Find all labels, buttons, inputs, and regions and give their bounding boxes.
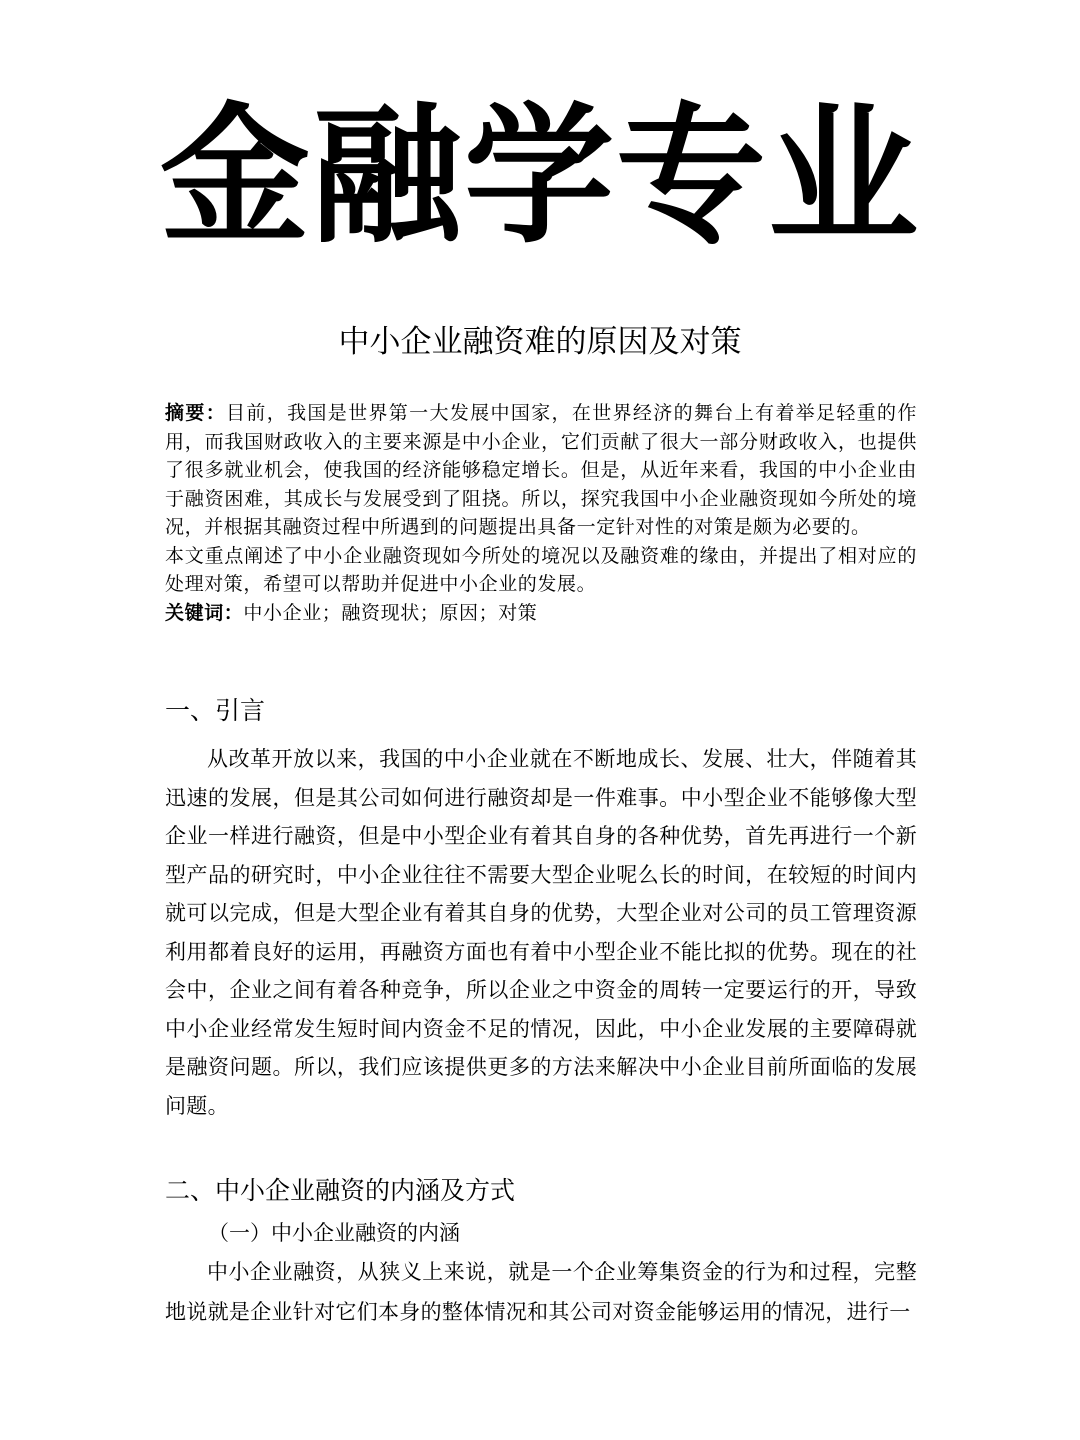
keywords-text: 中小企业；融资现状；原因；对策 <box>243 601 538 624</box>
abstract-block <box>165 399 917 627</box>
keywords-line <box>165 599 917 628</box>
subsection-heading-connotation: （一）中小企业融资的内涵 <box>208 1221 460 1245</box>
keywords-label: 关键词： <box>165 601 244 624</box>
section-heading-financing: 二、中小企业融资的内涵及方式 <box>165 1176 516 1205</box>
section-heading-intro: 一、引言 <box>165 696 266 725</box>
cover-title: 金融学专业 <box>159 90 920 264</box>
connotation-paragraph: 中小企业融资，从狭义上来说，就是一个企业筹集资金的行为和过程，完整地说就是企业针对它们本身的整体情况和其公司对资金能够运用的情况，进行一 <box>165 1260 917 1324</box>
intro-paragraph: 从改革开放以来，我国的中小企业就在不断地成长、发展、壮大，伴随着其迅速的发展，但是其公司如何进行融资却是一件难事。中小型企业不能够像大型企业一样进行融资，但是中小型企业有着其自身的各种优势，首先再进行一个新型产品的研究时，中小企业往往不需要大型企业呢么长的时间，在较短的时间内就可以完成，但是大型企业有着其自身的优势，大型企业对公司的员工管理资源利用都着良好的运用，再融资方面也有着中小型企业不能比拟的优势。现在的社会中，企业之间有着各种竞争，所以企业之中资金的周转一定要运行的开，导致中小企业经常发生短时间内资金不足的情况，因此，中小企业发展的主要障碍就是融资问题。所以，我们应该提供更多的方法来解决中小企业目前所面临的发展问题。 <box>165 747 917 1118</box>
abstract-paragraph <box>165 399 917 542</box>
abstract-label: 摘要： <box>165 402 227 424</box>
abstract-paragraph-2: 本文重点阐述了中小企业融资现如今所处的境况以及融资难的缘由，并提出了相对应的处理对策，希望可以帮助并促进中小企业的发展。 <box>165 544 917 595</box>
paper-title: 中小企业融资难的原因及对策 <box>338 324 742 360</box>
abstract-text: 目前，我国是世界第一大发展中国家，在世界经济的舞台上有着举足轻重的作用，而我国财政收入的主要来源是中小企业，它们贡献了很大一部分财政收入，也提供了很多就业机会，使我国的经济能够稳定增长。但是，从近年来看，我国的中小企业由于融资困难，其成长与发展受到了阻挠。所以，探究我国中小企业融资现如今所处的境况，并根据其融资过程中所遇到的问题提出具备一定针对性的对策是颇为必要的。 <box>165 402 917 538</box>
